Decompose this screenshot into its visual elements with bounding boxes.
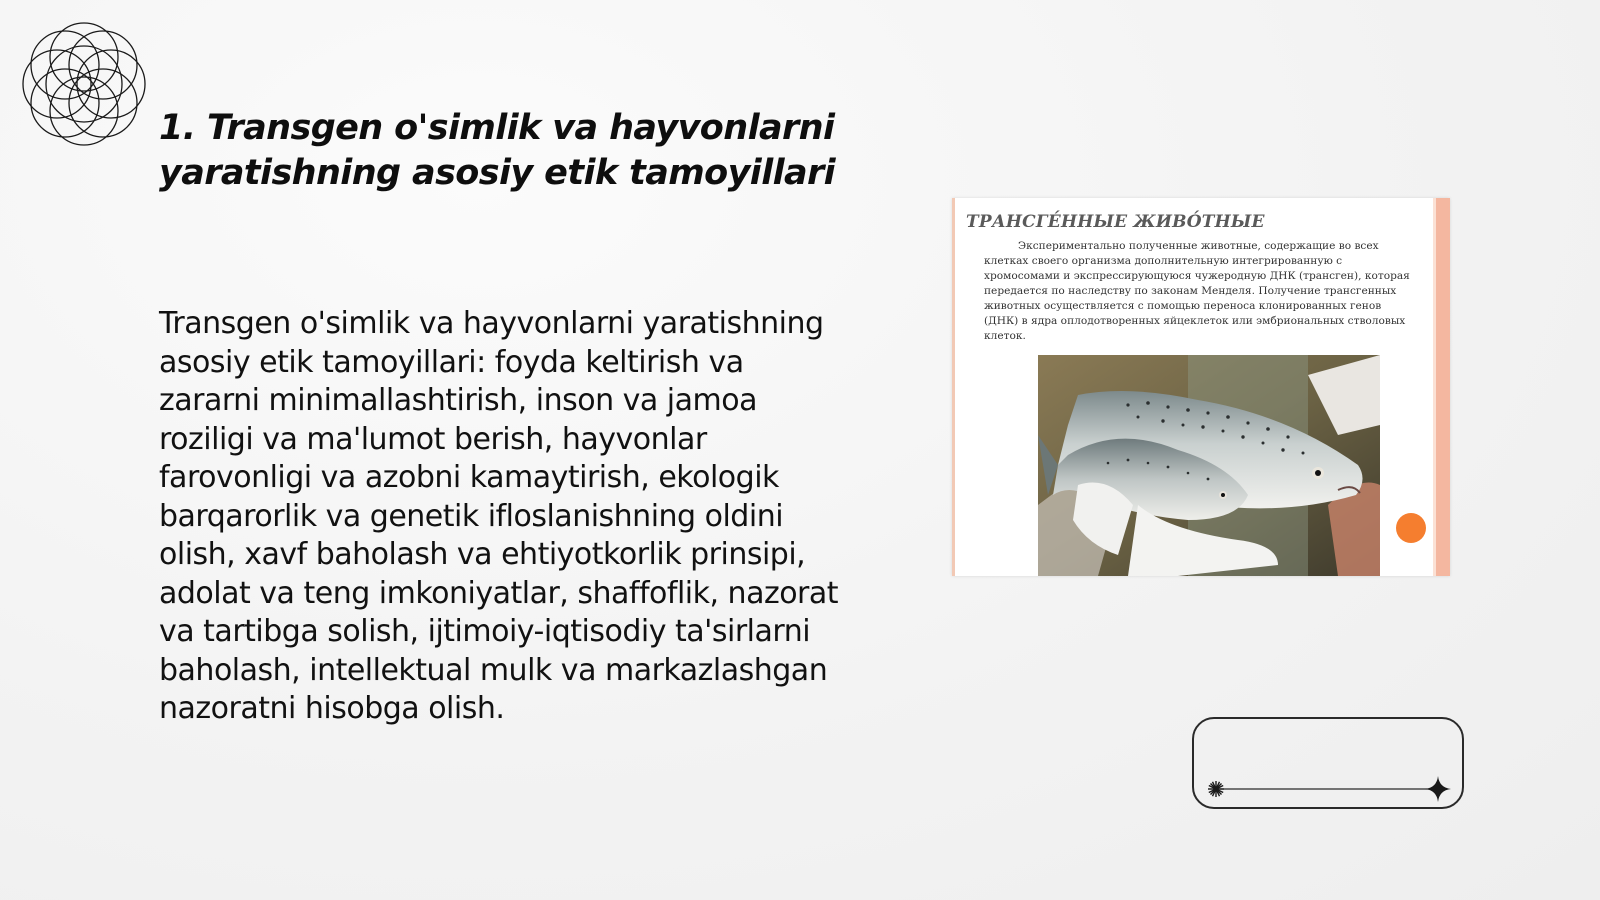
four-point-sparkle-icon: [1425, 776, 1451, 802]
slide-left-border: [952, 198, 955, 576]
title-line-1: 1. Transgen o'simlik va hayvonlarni: [159, 108, 835, 148]
title-line-2: yaratishning asosiy etik tamoyillari: [159, 153, 836, 193]
salmon-photo: [1038, 355, 1380, 576]
embedded-slide-image: [952, 198, 1450, 576]
body-paragraph: Transgen o'simlik va hayvonlarni yaratishning asosiy etik tamoyillari: foyda keltirish va zararni minimallashtirish, inson va jamoa roziligi va ma'lumot berish, hayvonlar farovonligi va azobni kamaytirish, ekologik barqarorlik va genetik ifloslanishning oldini olish, xavf baholash va ehtiyotkorlik prinsipi, adolat va teng imkoniyatlar, shaffoflik, nazorat va tartibga solish, ijtimoiy-iqtisodiy ta'sirlarni baholash, intellektual mulk va markazlashgan nazoratni hisobga olish.: [159, 306, 839, 726]
orange-dot: [1396, 513, 1426, 543]
starburst-icon: [1208, 781, 1224, 797]
page-title: [159, 106, 879, 196]
slide-right-border: [1436, 198, 1450, 576]
interlaced-circles-icon: [10, 10, 158, 158]
embedded-slide-heading: ТРАНСГЕ́ННЫЕ ЖИВО́ТНЫЕ: [966, 212, 1265, 232]
embedded-slide-paragraph: Экспериментально полученные животные, содержащие во всех клетках своего организма дополнительную интегрированную с хромосомами и экспрессирующуюся чужеродную ДНК (трансген), которая передается по наследству по законам Менделя. Получение трансгенных животных осуществляется с помощью переноса клонированных генов (ДНК) в ядра оплодотворенных яйцеклеток или эмбриональных стволовых клеток.: [984, 240, 1410, 342]
decorative-line-box: [1192, 717, 1464, 809]
